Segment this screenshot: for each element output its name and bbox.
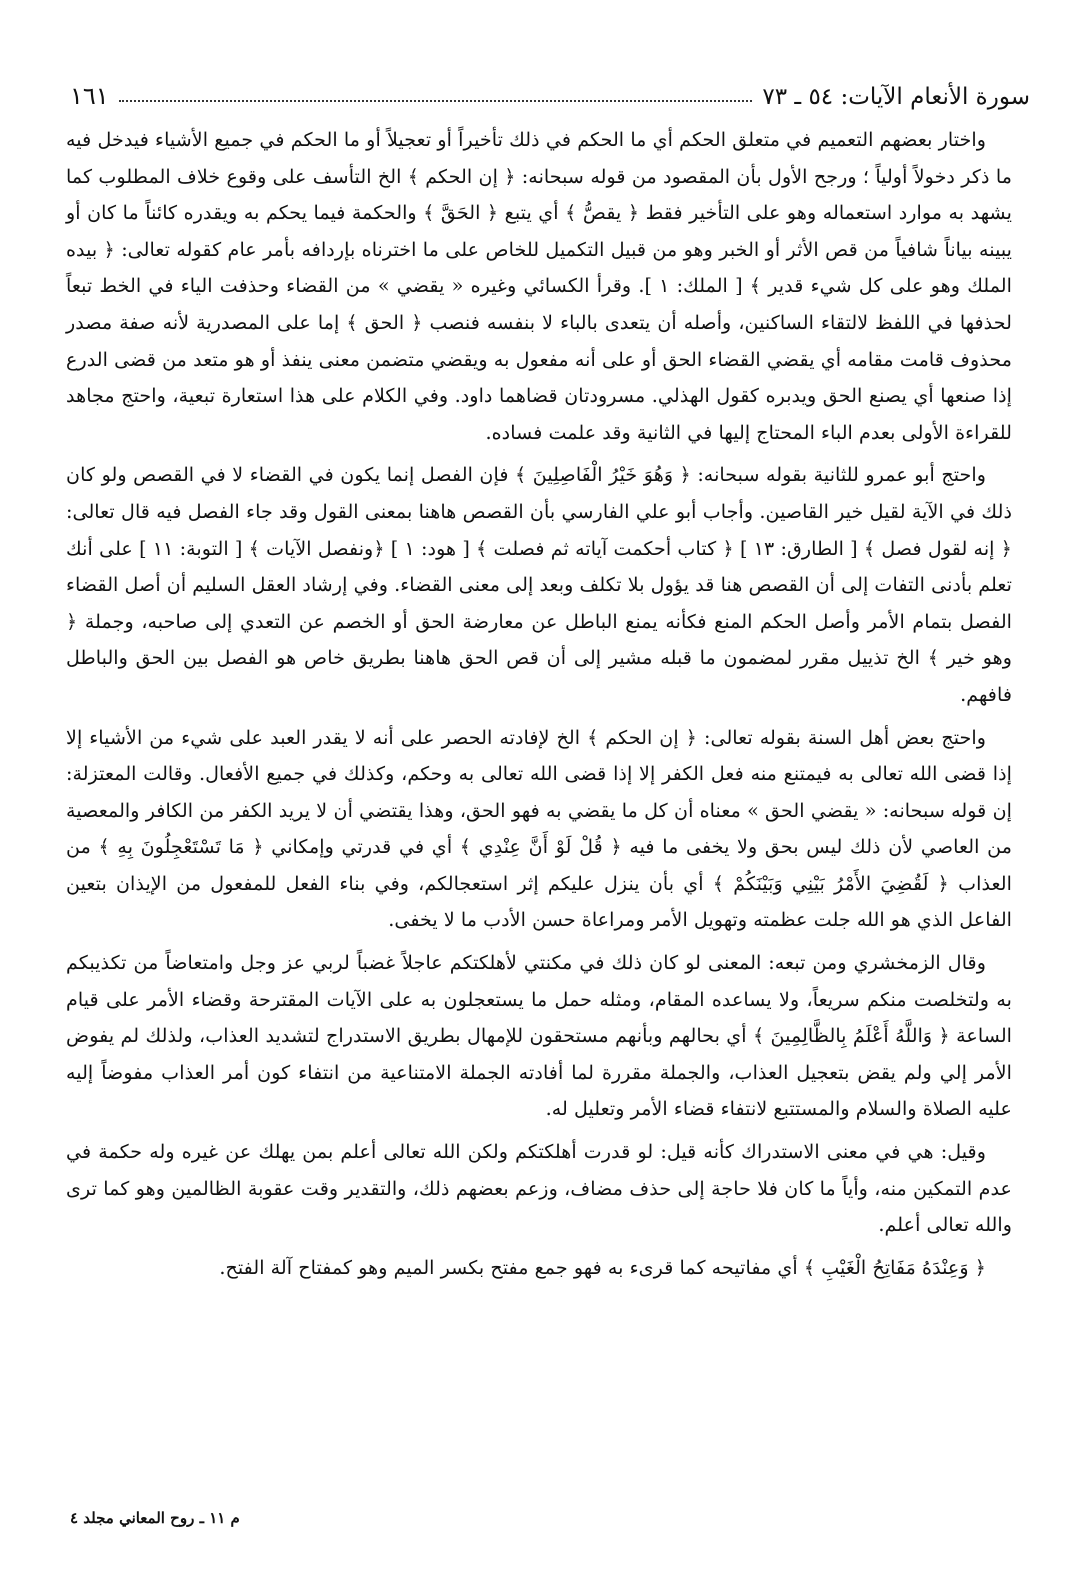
signature-mark: م ١١ ـ روح المعاني مجلد ٤ [70, 1509, 240, 1527]
paragraph: واحتج بعض أهل السنة بقوله تعالى: ﴿ إن الحكم ﴾ الخ لإفادته الحصر على أنه لا يقدر العبد على شيء من الأشياء إلا إذا قضى الله تعالى به فيمتنع منه فعل الكفر إلا إذا قضى الله تعالى به وحكم، وكذلك في جميع الأفعال. وقالت المعتزلة: إن قوله سبحانه: « يقضي الحق » معناه أن كل ما يقضي به فهو الحق، وهذا يقتضي أن لا يريد الكفر من الكافر والمعصية من العاصي لأن ذلك ليس بحق ولا يخفى ما فيه ﴿ قُلْ لَوْ أَنَّ عِنْدِي ﴾ أي في قدرتي وإمكاني ﴿ مَا تَسْتَعْجِلُونَ بِهِ ﴾ من العذاب ﴿ لَقُضِيَ الأَمْرُ بَيْنِي وَبَيْنَكُمْ ﴾ أي بأن ينزل عليكم إثر استعجالكم، وفي بناء الفعل للمفعول من الإيذان بتعين الفاعل الذي هو الله جلت عظمته وتهويل الأمر ومراعاة حسن الأدب ما لا يخفى. [66, 725, 1012, 932]
page-body [66, 122, 1012, 1292]
paragraph: وقيل: هي في معنى الاستدراك كأنه قيل: لو قدرت أهلكتكم ولكن الله تعالى أعلم بمن يهلك عن غيره وله حكمة في عدم التمكين منه، وأياً ما كان فلا حاجة إلى حذف مضاف، وزعم بعضهم ذلك، والتقدير وقت عقوبة الظالمين وهو كما ترى والله تعالى أعلم. [66, 1140, 1012, 1237]
page-header [70, 70, 1030, 110]
paragraph: واختار بعضهم التعميم في متعلق الحكم أي ما الحكم في ذلك تأخيراً أو تعجيلاً أو ما الحكم في جميع الأشياء فيدخل فيه ما ذكر دخولاً أولياً ؛ ورجح الأول بأن المقصود من قوله سبحانه: ﴿ إن الحكم ﴾ الخ التأسف على وقوع خلاف المطلوب كما يشهد به موارد استعماله وهو على التأخير فقط ﴿ يقصُّ ﴾ أي يتبع ﴿ الحَقَّ ﴾ والحكمة فيما يحكم به ويقدره كائناً ما كان أو يبينه بياناً شافياً من قص الأثر أو الخبر وهو من قبيل التكميل للخاص على ما اخترناه بإردافه بأمر عام كقوله تعالى: ﴿ بيده الملك وهو على كل شيء قدير ﴾ [ الملك: ١ ]. وقرأ الكسائي وغيره « يقضي » من القضاء وحذفت الياء في الخط تبعاً لحذفها في اللفظ لالتقاء الساكنين، وأصله أن يتعدى بالباء لا بنفسه فنصب ﴿ الحق ﴾ إما على المصدرية لأنه صفة مصدر محذوف قامت مقامه أي يقضي القضاء الحق أو على أنه مفعول به ويقضي متضمن معنى ينفذ أو هو متعد من قضى الدرع إذا صنعها أي يصنع الحق ويدبره كقول الهذلي. مسرودتان قضاهما داود. وفي الكلام على هذا استعارة تبعية، واحتج مجاهد للقراءة الأولى بعدم الباء المحتاج إليها في الثانية وقد علمت فساده. [66, 128, 1012, 444]
paragraph: ﴿ وَعِنْدَهُ مَفَاتِحُ الْغَيْبِ ﴾ أي مفاتيحه كما قرىء به فهو جمع مفتح بكسر الميم وهو كمفتاح آلة الفتح. [219, 1255, 986, 1279]
header-dot-leader [119, 100, 753, 102]
surah-title: سورة الأنعام الآيات: ٥٤ ـ ٧٣ [762, 84, 1030, 110]
page-number: ١٦١ [70, 82, 109, 110]
paragraph: واحتج أبو عمرو للثانية بقوله سبحانه: ﴿ وَهُوَ خَيْرُ الْفَاصِلِينَ ﴾ فإن الفصل إنما يكون في القضاء لا في القصص ولو كان ذلك في الآية لقيل خير القاصين. وأجاب أبو علي الفارسي بأن القصص هاهنا بمعنى القول وقد جاء الفصل فيه قال تعالى: ﴿ إنه لقول فصل ﴾ [ الطارق: ١٣ ] ﴿ كتاب أحكمت آياته ثم فصلت ﴾ [ هود: ١ ] ﴿ونفصل الآيات ﴾ [ التوبة: ١١ ] على أنك تعلم بأدنى التفات إلى أن القصص هنا قد يؤول بلا تكلف وبعد إلى معنى القضاء. وفي إرشاد العقل السليم أن أصل القضاء الفصل بتمام الأمر وأصل الحكم المنع فكأنه يمنع الباطل عن معارضة الحق أو الخصم عن التعدي إلى صاحبه، وجملة ﴿ وهو خير ﴾ الخ تذييل مقرر لمضمون ما قبله مشير إلى أن قص الحق هاهنا بطريق خاص هو الفصل بين الحق والباطل فافهم. [66, 463, 1012, 706]
paragraph: وقال الزمخشري ومن تبعه: المعنى لو كان ذلك في مكنتي لأهلكتكم عاجلاً غضباً لربي عز وجل وامتعاضاً من تكذيبكم به ولتخلصت منكم سريعاً، ولا يساعده المقام، ومثله حمل ما يستعجلون به على الآيات المقترحة وقضاء الأمر على قيام الساعة ﴿ وَاللَّهُ أَعْلَمُ بِالظَّالِمِينَ ﴾ أي بحالهم وبأنهم مستحقون للإمهال بطريق الاستدراج لتشديد العذاب، ولذلك لم يفوض الأمر إلي ولم يقض بتعجيل العذاب، والجملة مقررة لما أفادته الجملة الامتناعية من انتفاء كون أمر العذاب مفوضاً إليه عليه الصلاة والسلام والمستتبع لانتفاء قضاء الأمر وتعليل له. [66, 951, 1012, 1121]
